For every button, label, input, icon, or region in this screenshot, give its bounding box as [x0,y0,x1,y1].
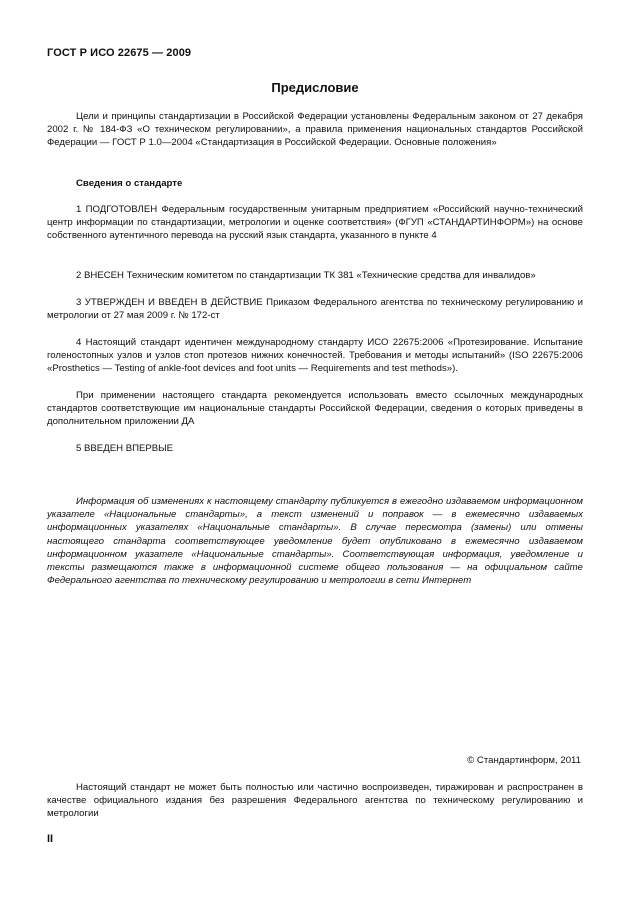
page-number: II [47,833,54,845]
page-title: Предисловие [271,80,359,95]
item-4-note: При применении настоящего стандарта рекомендуется использовать вместо ссылочных международных стандартов соответствующие им национальные стандарты Российской Федерации, сведения о которых приведены в дополнительном приложении ДА [47,390,583,428]
intro-paragraph: Цели и принципы стандартизации в Российской Федерации установлены Федеральным законом от 27 декабря 2002 г. № 184-ФЗ «О техническом регулировании», а правила применения национальных стандартов Российской Федерации — ГОСТ Р 1.0—2004 «Стандартизация в Российской Федерации. Основные положения» [47,111,583,149]
item-2: 2 ВНЕСЕН Техническим комитетом по стандартизации ТК 381 «Технические средства для инвалидов» [76,270,536,281]
item-3: 3 УТВЕРЖДЕН И ВВЕДЕН В ДЕЙСТВИЕ Приказом Федерального агентства по техническому регулированию и метрологии от 27 мая 2009 г. № 172-ст [47,297,583,322]
item-5: 5 ВВЕДЕН ВПЕРВЫЕ [76,443,174,454]
section-heading: Сведения о стандарте [76,178,183,189]
document-header: ГОСТ Р ИСО 22675 — 2009 [47,47,192,59]
info-notice: Информация об изменениях к настоящему стандарту публикуется в ежегодно издаваемом информационном указателе «Национальные стандарты», а текст изменений и поправок — в ежемесячно издаваемых информационных указателях «Национальные стандарты». В случае пересмотра (замены) или отмены настоящего стандарта соответствующее уведомление будет опубликовано в ежемесячно издаваемом информационном указателе «Национальные стандарты». Соответствующая информация, уведомление и тексты размещаются также в информационной системе общего пользования — на официальном сайте Федерального агентства по техническому регулированию и метрологии в сети Интернет [47,496,583,587]
copyright: © Стандартинформ, 2011 [467,755,581,766]
reproduction-notice: Настоящий стандарт не может быть полностью или частично воспроизведен, тиражирован и распространен в качестве официального издания без разрешения Федерального агентства по техническому регулированию и метрологии [47,782,583,820]
item-1: 1 ПОДГОТОВЛЕН Федеральным государственным унитарным предприятием «Российский научно-технический центр информации по стандартизации, метрологии и оценке соответствия» (ФГУП «СТАНДАРТИНФОРМ») на основе собственного аутентичного перевода на русский язык стандарта, указанного в пункте 4 [47,204,583,242]
item-4: 4 Настоящий стандарт идентичен международному стандарту ИСО 22675:2006 «Протезирование. Испытание голеностопных узлов и узлов стоп протезов нижних конечностей. Требования и методы испытаний» (ISO 22675:2006 «Prosthetics — Testing of ankle-foot devices and foot units — Requirements and test methods»). [47,337,583,375]
